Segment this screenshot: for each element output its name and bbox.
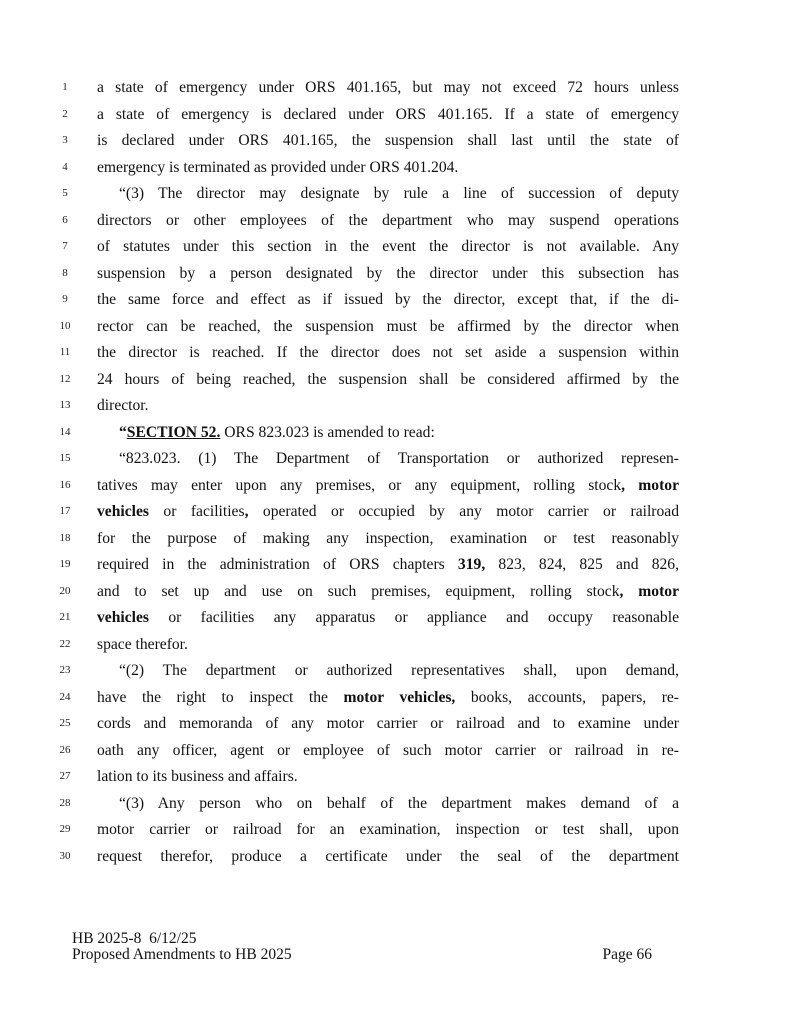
text-segment: “(3) Any person who on behalf of the department makes demand of a	[119, 794, 679, 812]
line-text	[97, 262, 679, 286]
document-line	[0, 686, 800, 713]
text-segment: “(2) The department or authorized representatives shall, upon demand,	[119, 662, 679, 679]
line-text	[97, 474, 679, 498]
line-text	[97, 818, 679, 842]
line-number: 6	[62, 213, 68, 226]
document-line	[0, 394, 800, 421]
document-line	[0, 792, 800, 819]
line-text	[97, 103, 679, 127]
line-number: 28	[59, 796, 71, 809]
line-text	[97, 315, 679, 339]
text-segment: 24 hours of being reached, the suspension shall be considered affirmed by the	[97, 370, 679, 388]
document-line	[0, 845, 800, 872]
text-segment: is declared under ORS 401.165, the suspension shall last until the state of	[97, 132, 679, 149]
text-segment: a state of emergency under ORS 401.165, but may not exceed 72 hours unless	[97, 79, 679, 96]
text-segment: a state of emergency is declared under ORS 401.165. If a state of emergency	[97, 105, 679, 123]
line-text	[97, 156, 679, 180]
line-text	[97, 288, 679, 312]
amendment-text: , motor	[619, 582, 679, 600]
line-number: 26	[59, 743, 71, 756]
line-text	[97, 235, 679, 259]
line-number: 9	[62, 293, 68, 305]
line-number: 3	[62, 134, 68, 146]
line-number: 13	[59, 399, 71, 411]
document-line	[0, 712, 800, 739]
line-text	[97, 447, 679, 471]
line-text	[97, 765, 679, 789]
line-number: 7	[62, 240, 68, 252]
text-segment: ORS 823.023 is amended to read:	[220, 423, 435, 441]
document-line	[0, 156, 800, 183]
page-number: Page 66	[602, 946, 652, 963]
document-line	[0, 765, 800, 792]
footer-version-line	[72, 931, 652, 947]
bill-version: HB 2025-8	[72, 930, 142, 947]
text-segment: or facilities	[148, 503, 245, 520]
line-number: 20	[59, 584, 71, 597]
line-text	[97, 368, 679, 392]
document-line	[0, 739, 800, 766]
line-number: 4	[62, 160, 68, 173]
section-heading: SECTION 52.	[126, 423, 221, 441]
text-segment: request therefor, produce a certificate under the seal of the department	[97, 847, 679, 865]
line-number: 21	[59, 611, 71, 623]
document-line	[0, 527, 800, 554]
document-line	[0, 235, 800, 262]
line-number: 16	[59, 478, 71, 491]
document-body	[0, 76, 800, 871]
line-number: 24	[59, 690, 71, 703]
line-number: 8	[62, 266, 68, 279]
text-segment: cords and memoranda of any motor carrier or railroad and to examine under	[97, 715, 679, 732]
line-number: 10	[59, 319, 71, 332]
text-segment: 823, 824, 825 and 826,	[485, 556, 680, 573]
amendment-text: motor vehicles,	[343, 688, 456, 706]
line-number: 22	[59, 637, 71, 650]
document-line	[0, 368, 800, 395]
line-text	[97, 129, 679, 153]
text-segment: required in the administration of ORS chapters	[97, 556, 458, 573]
line-text	[97, 182, 679, 206]
page-footer	[72, 931, 652, 963]
text-segment: oath any officer, agent or employee of such motor carrier or railroad in re-	[97, 741, 679, 759]
text-segment: have the right to inspect the	[97, 688, 344, 706]
document-line	[0, 818, 800, 845]
document-line	[0, 447, 800, 474]
text-segment: books, accounts, papers, re-	[455, 688, 679, 706]
amendment-text: , motor	[621, 476, 679, 494]
document-line	[0, 500, 800, 527]
line-text	[97, 792, 679, 816]
document-line	[0, 315, 800, 342]
amendment-text: ,	[244, 503, 249, 520]
document-line	[0, 474, 800, 501]
line-text	[97, 527, 679, 551]
line-number: 27	[59, 770, 71, 782]
amendment-text: vehicles	[97, 609, 149, 626]
text-segment: suspension by a person designated by the director under this subsection has	[97, 264, 679, 282]
line-number: 14	[59, 425, 71, 438]
text-segment: the same force and effect as if issued by the director, except that, if the di-	[97, 291, 679, 308]
amendment-text: vehicles	[97, 503, 149, 520]
document-line	[0, 659, 800, 686]
text-segment: directors or other employees of the department who may suspend operations	[97, 211, 679, 229]
amendment-text: “	[119, 423, 127, 441]
text-segment: the director is reached. If the director does not set aside a suspension within	[97, 344, 679, 361]
line-text	[97, 580, 679, 604]
footer-title: Proposed Amendments to HB 2025	[72, 946, 292, 963]
document-line	[0, 580, 800, 607]
line-text	[97, 739, 679, 763]
line-number: 11	[59, 346, 71, 358]
document-line	[0, 288, 800, 315]
text-segment: space therefor.	[97, 635, 188, 653]
text-segment: emergency is terminated as provided under ORS 401.204.	[97, 158, 459, 176]
line-text	[97, 845, 679, 869]
text-segment: operated or occupied by any motor carrier or railroad	[248, 503, 679, 520]
text-segment: and to set up and use on such premises, equipment, rolling stock	[97, 582, 620, 600]
document-line	[0, 553, 800, 580]
line-number: 5	[62, 187, 68, 199]
text-segment: motor carrier or railroad for an examination, inspection or test shall, upon	[97, 821, 679, 838]
line-number: 1	[62, 81, 68, 93]
text-segment: director.	[97, 397, 149, 414]
line-text	[97, 686, 679, 710]
document-line	[0, 341, 800, 368]
text-segment: lation to its business and affairs.	[97, 768, 298, 785]
line-text	[97, 606, 679, 630]
document-line	[0, 182, 800, 209]
line-number: 15	[59, 452, 71, 464]
text-segment: “823.023. (1) The Department of Transportation or authorized represen-	[119, 450, 679, 467]
line-number: 30	[59, 849, 71, 862]
line-text	[97, 209, 679, 233]
line-text	[97, 553, 679, 577]
text-segment: of statutes under this section in the event the director is not available. Any	[97, 238, 679, 255]
line-number: 23	[59, 664, 71, 676]
line-number: 2	[62, 107, 68, 120]
line-number: 19	[59, 558, 71, 570]
line-number: 17	[59, 505, 71, 517]
line-number: 12	[59, 372, 71, 385]
line-text	[97, 500, 679, 524]
line-text	[97, 76, 679, 100]
line-number: 29	[59, 823, 71, 835]
footer-date: 6/12/25	[149, 930, 197, 947]
document-line	[0, 129, 800, 156]
line-text	[97, 633, 679, 657]
text-segment: rector can be reached, the suspension must be affirmed by the director when	[97, 317, 679, 335]
line-number: 18	[59, 531, 71, 544]
document-line	[0, 262, 800, 289]
text-segment: “(3) The director may designate by rule a line of succession of deputy	[119, 185, 679, 202]
line-text	[97, 421, 679, 445]
line-number: 25	[59, 717, 71, 729]
line-text	[97, 394, 679, 418]
document-line	[0, 209, 800, 236]
text-segment: for the purpose of making any inspection, examination or test reasonably	[97, 529, 679, 547]
text-segment: tatives may enter upon any premises, or any equipment, rolling stock	[97, 476, 622, 494]
document-line	[0, 103, 800, 130]
text-segment: or facilities any apparatus or appliance and occupy reasonable	[148, 609, 679, 626]
document-line	[0, 633, 800, 660]
amendment-text: 319,	[457, 556, 486, 573]
document-line	[0, 606, 800, 633]
document-line	[0, 421, 800, 448]
line-text	[97, 659, 679, 683]
line-text	[97, 712, 679, 736]
document-line	[0, 76, 800, 103]
line-text	[97, 341, 679, 365]
